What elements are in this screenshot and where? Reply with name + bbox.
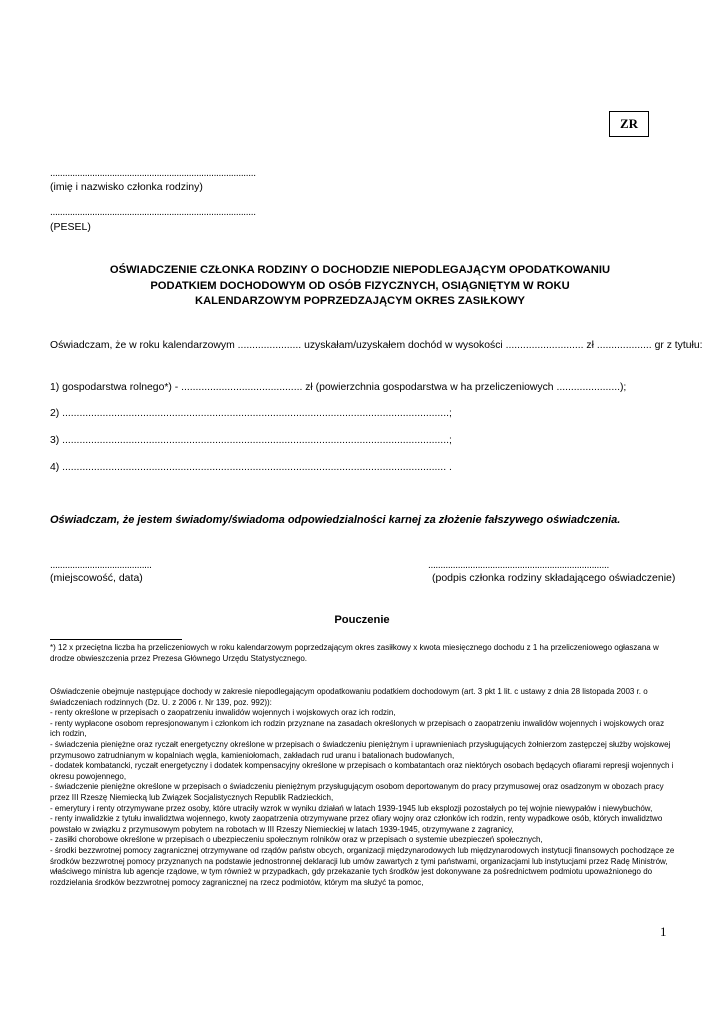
form-code: ZR	[619, 116, 639, 131]
income-info-block	[50, 687, 676, 888]
info-line: - renty wypłacone osobom represjonowanym i członkom ich rodzin przyznane na zasadach określonych w przepisach o zaopatrzeniu inwalidów wojennych i wojskowych oraz ich rodzin,	[50, 718, 665, 739]
info-line: - dodatek kombatancki, ryczałt energetyczny i dodatek kompensacyjny określone w przepisach o kombatantach oraz niektórych osobach będących ofiarami represji wojennych i okresu powojennego,	[50, 761, 674, 781]
name-dotted-line: ...................................................................................	[50, 168, 256, 179]
signature-dotted-line: .........................................................................	[428, 560, 609, 571]
liability-statement: Oświadczam, że jestem świadomy/świadoma odpowiedzialności karnej za złożenie fałszywego oświadczenia.	[50, 514, 621, 526]
info-line: - renty określone w przepisach o zaopatrzeniu inwalidów wojennych i wojskowych oraz ich rodzin,	[50, 708, 396, 718]
info-line: - zasiłki chorobowe określone w przepisach o ubezpieczeniu społecznym rolników oraz w przepisach o systemie ubezpieczeń społecznych,	[50, 835, 543, 845]
item-2: 2) ......................................................................................................................................;	[50, 408, 452, 419]
page-number: 1	[660, 924, 667, 939]
footnote-divider	[50, 639, 182, 640]
place-date-dotted-line: .........................................	[50, 560, 152, 571]
item-4: 4) ..................................................................................................................................... .	[50, 462, 452, 473]
title-line-2: PODATKIEM DOCHODOWYM OD OSÓB FIZYCZNYCH, OSIĄGNIĘTYM W ROKU	[150, 279, 570, 292]
form-code-box	[609, 111, 649, 137]
info-line: - świadczenie pieniężne określone w przepisach o świadczeniu pieniężnym przysługującym osobom deportowanym do pracy przymusowej oraz osadzonym w obozach pracy przez III Rzeszę Niemiecką lub Związek Socjalistycznych Republik Radzieckich,	[50, 782, 664, 802]
place-date-label: (miejscowość, data)	[50, 572, 143, 584]
footnote: *) 12 x przeciętna liczba ha przeliczeniowych w roku kalendarzowym poprzedzającym okres zasiłkowy x kwota miesięcznego dochodu z 1 ha przeliczeniowego ogłaszana w drodze obwieszczenia przez Prezesa Głównego Urzędu Statystycznego.	[50, 643, 659, 663]
pesel-dotted-line: ...................................................................................	[50, 207, 256, 218]
pesel-label: (PESEL)	[50, 221, 91, 233]
document-title	[40, 263, 680, 310]
info-line: - świadczenia pieniężne oraz ryczałt energetyczny określone w przepisach o świadczeniu pieniężnym i uprawnieniach przysługujących żołnierzom zastępczej służby wojskowej przymusowo zatrudnianym w kopalniach węgla, kamieniołomach, zakładach rud uranu i batalionach budowlanych,	[50, 739, 671, 760]
signature-label: (podpis członka rodziny składającego oświadczenie)	[432, 572, 676, 584]
info-line: - środki bezzwrotnej pomocy zagranicznej otrzymywane od rządów państw obcych, organizacji międzynarodowych lub międzynarodowych instytucji finansowych pochodzące ze środków bezzwrotnej pomocy przyznanych na podstawie jednostronnej deklaracji lub umów zawartych z tymi państwami, organizacjami lub instytucjami przez Radę Ministrów, właściwego ministra lub agencje rządowe, w tym również w przypadkach, gdy przekazanie tych środków jest dokonywane za pośrednictwem podmiotu upoważnionego do rozdzielania środków bezzwrotnej pomocy zagranicznej na rzecz podmiotów, którym ma służyć ta pomoc,	[50, 845, 675, 887]
title-line-3: KALENDARZOWYM POPRZEDZAJĄCYM OKRES ZASIŁKOWY	[194, 295, 526, 307]
item-3: 3) ......................................................................................................................................;	[50, 435, 452, 446]
info-line: - emerytury i renty otrzymywane przez osoby, które utraciły wzrok w wyniku działań w latach 1939-1945 lub eksplozji pozostałych po tej wojnie niewypałów i niewybuchów,	[50, 803, 653, 813]
name-label: (imię i nazwisko członka rodziny)	[50, 181, 203, 193]
pouczenie-heading: Pouczenie	[334, 614, 390, 626]
info-line: Oświadczenie obejmuje następujące dochody w zakresie niepodlegającym opodatkowaniu podatkiem dochodowym (art. 3 pkt 1 lit. c ustawy z dnia 28 listopada 2003 r. o świadczeniach rodzinnych (Dz. U. z 2006 r. Nr 139, poz. 992)):	[50, 687, 648, 707]
income-declaration: Oświadczam, że w roku kalendarzowym ...................... uzyskałam/uzyskałem dochód w wysokości ........................... zł ................... gr z tytułu:	[50, 340, 703, 351]
item-1-farm: 1) gospodarstwa rolnego*) - .......................................... zł (powierzchnia gospodarstwa w ha przeliczeniowych ......................);	[50, 382, 627, 393]
title-line-1: OŚWIADCZENIE CZŁONKA RODZINY O DOCHODZIE NIEPODLEGAJĄCYM OPODATKOWANIU	[109, 264, 611, 276]
info-line: - renty inwalidzkie z tytułu inwalidztwa wojennego, kwoty zaopatrzenia otrzymywane przez ofiary wojny oraz członków ich rodzin, renty wypadkowe osób, których inwalidztwo powstało w związku z przymusowym pobytem na robotach w III Rzeszy Niemieckiej w latach 1939-1945, otrzymywane z zagranicy,	[50, 814, 663, 834]
